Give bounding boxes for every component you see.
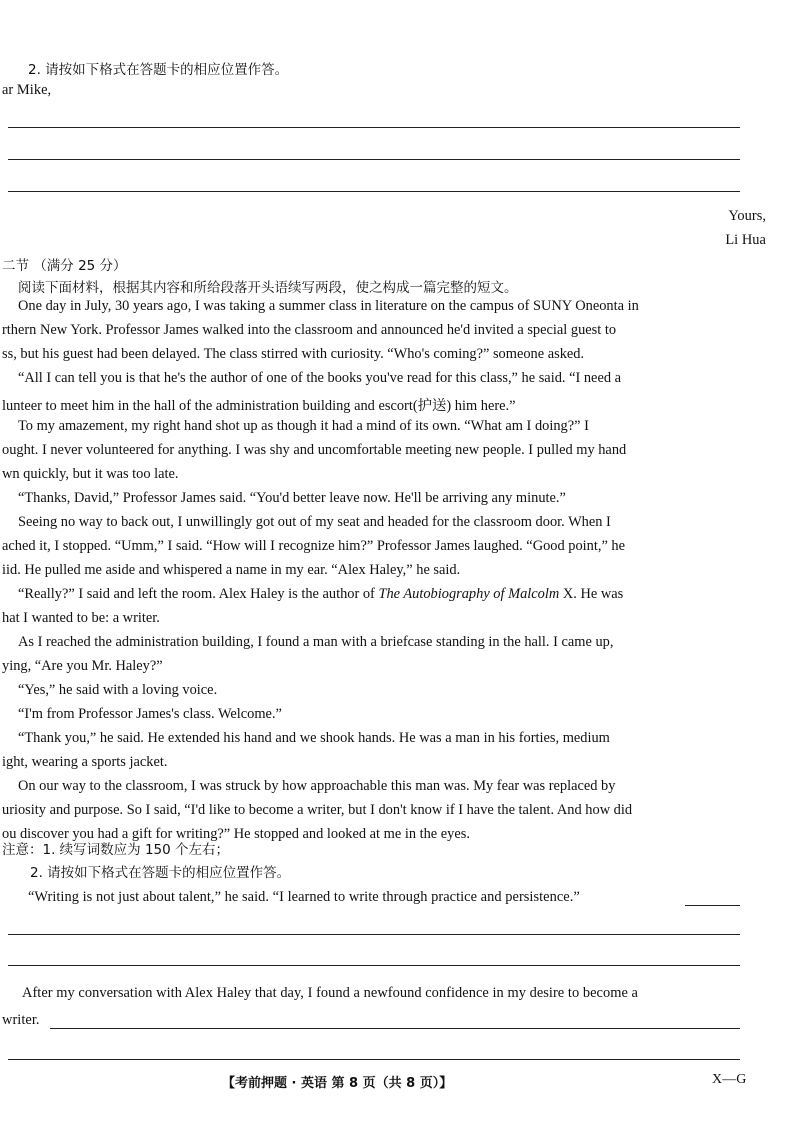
passage-line: rthern New York. Professor James walked into the classroom and announced he'd invited a special guest to	[2, 322, 617, 338]
passage-line: “Thank you,” he said. He extended his hand and we shook hands. He was a man in his forties, medium	[18, 730, 610, 746]
passage-line: ss, but his guest had been delayed. The class stirred with curiosity. “Who's coming?” someone asked.	[2, 346, 585, 362]
passage-line: uriosity and purpose. So I said, “I'd like to become a writer, but I don't know if I have the talent. And how did	[2, 802, 633, 818]
top-instruction: 2. 请按如下格式在答题卡的相应位置作答。	[28, 62, 289, 78]
answer-line-5[interactable]	[8, 965, 740, 966]
passage-line: ight, wearing a sports jacket.	[2, 754, 168, 770]
section-instruction: 阅读下面材料，根据其内容和所给段落开头语续写两段，使之构成一篇完整的短文。	[18, 280, 518, 296]
passage-line: hat I wanted to be: a writer.	[2, 610, 160, 626]
passage-line: lunteer to meet him in the hall of the administration building and escort(护送) him here.”	[2, 398, 516, 414]
passage-line: As I reached the administration building, I found a man with a briefcase standing in the hall. I came up,	[18, 634, 614, 650]
answer-line-3[interactable]	[8, 191, 740, 192]
passage-line: “Thanks, David,” Professor James said. “You'd better leave now. He'll be arriving any minute.”	[18, 490, 566, 506]
salutation: ar Mike,	[2, 82, 52, 98]
passage-line: wn quickly, but it was too late.	[2, 466, 179, 482]
answer-line-2[interactable]	[8, 159, 740, 160]
answer-line-inline-1[interactable]	[685, 905, 740, 906]
passage-line: ou discover you had a gift for writing?” He stopped and looked at me in the eyes.	[2, 826, 470, 842]
book-title: The Autobiography of Malcolm	[378, 586, 560, 602]
section-heading: 二节 （满分 25 分）	[2, 258, 127, 274]
passage-line: Seeing no way to back out, I unwillingly got out of my seat and headed for the classroom door. When I	[18, 514, 611, 530]
passage-line: “Yes,” he said with a loving voice.	[18, 682, 218, 698]
passage-line: ought. I never volunteered for anything. I was shy and uncomfortable meeting new people. I pulled my hand	[2, 442, 627, 458]
passage-line: “I'm from Professor James's class. Welcome.”	[18, 706, 282, 722]
footer-code: X—G	[712, 1072, 747, 1087]
footer-page-info: 【考前押题 · 英语 第 8 页（共 8 页）】	[222, 1076, 453, 1091]
passage-line: To my amazement, my right hand shot up as though it had a mind of its own. “What am I doing?” I	[18, 418, 589, 434]
note-2: 2. 请按如下格式在答题卡的相应位置作答。	[30, 865, 291, 881]
answer-line-6[interactable]	[8, 1059, 740, 1060]
signature: Li Hua	[725, 232, 766, 248]
passage-line: “All I can tell you is that he's the author of one of the books you've read for this class,” he said. “I need a	[18, 370, 622, 386]
passage-line: On our way to the classroom, I was struck by how approachable this man was. My fear was replaced by	[18, 778, 616, 794]
answer-line-1[interactable]	[8, 127, 740, 128]
answer-line-4[interactable]	[8, 934, 740, 935]
continuation-prompt-1: “Writing is not just about talent,” he said. “I learned to write through practice and persistence.”	[28, 889, 580, 905]
passage-text: X. He was	[559, 586, 624, 602]
passage-line: One day in July, 30 years ago, I was taking a summer class in literature on the campus of SUNY Oneonta in	[18, 298, 639, 314]
passage-line: ying, “Are you Mr. Haley?”	[2, 658, 163, 674]
continuation-prompt-2: After my conversation with Alex Haley that day, I found a newfound confidence in my desire to become a	[22, 985, 638, 1001]
answer-line-inline-2[interactable]	[50, 1028, 740, 1029]
passage-line: iid. He pulled me aside and whispered a name in my ear. “Alex Haley,” he said.	[2, 562, 461, 578]
passage-line	[18, 586, 623, 603]
note-1: 注意：1. 续写词数应为 150 个左右；	[2, 842, 230, 858]
passage-line: ached it, I stopped. “Umm,” I said. “How will I recognize him?” Professor James laughed. “Good point,” he	[2, 538, 626, 554]
continuation-prompt-2-end: writer.	[2, 1012, 40, 1028]
closing: Yours,	[728, 208, 766, 224]
passage-text: “Really?” I said and left the room. Alex Haley is the author of	[18, 586, 379, 602]
